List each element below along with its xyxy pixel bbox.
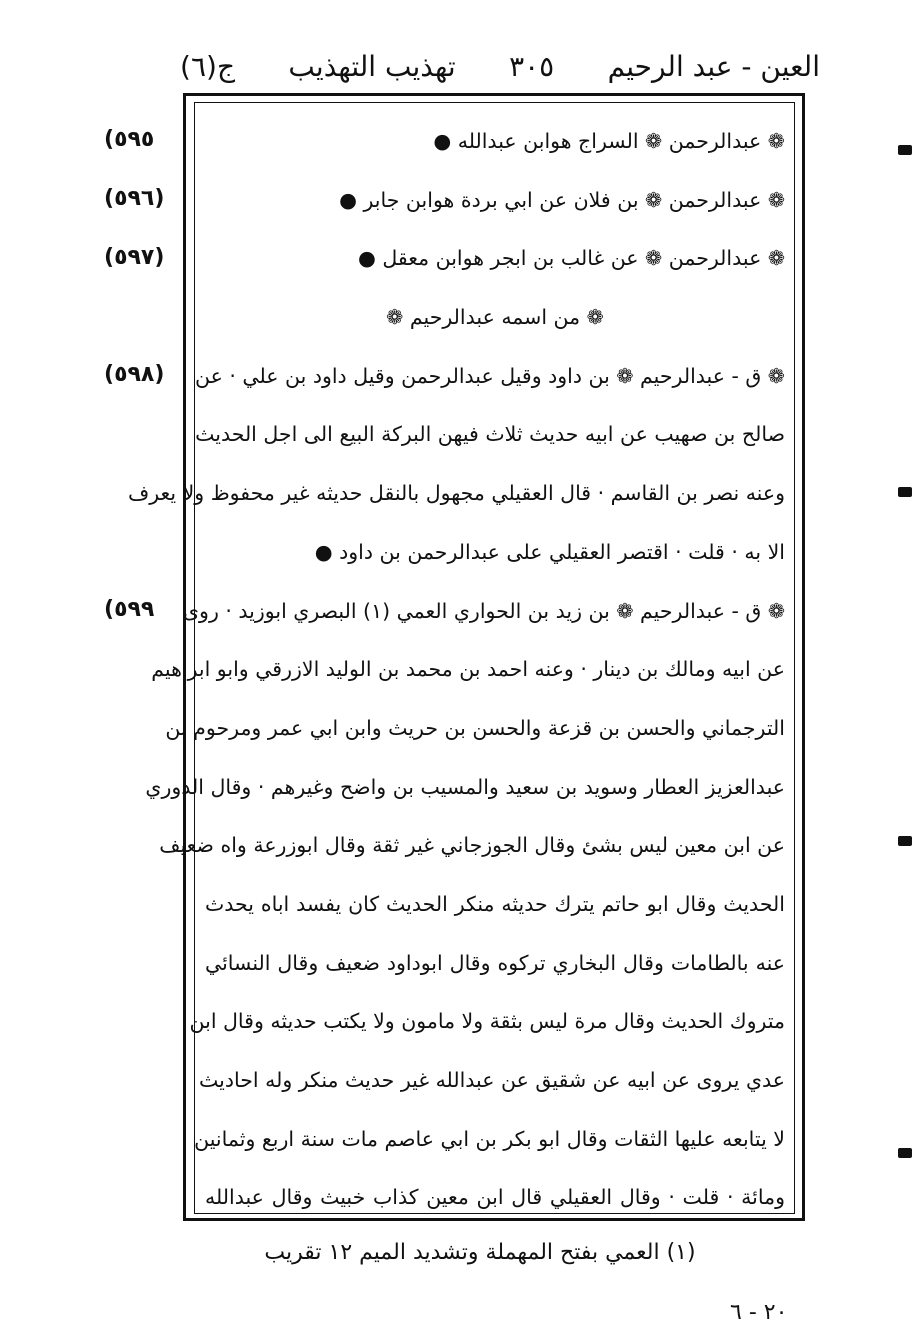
header-book-title: تهذيب التهذيب: [288, 49, 456, 83]
text-line: متروك الحديث وقال مرة ليس بثقة ولا مامون ولا يكتب حديثه وقال ابن: [189, 1009, 785, 1034]
margin-tab-mark: [898, 836, 912, 846]
running-header: [180, 40, 820, 92]
text-line: ❁ عبدالرحمن ❁ عن غالب بن ابجر هوابن معقل ●: [357, 246, 785, 271]
margin-tab-mark: [898, 487, 912, 497]
header-page-number: ٣٠٥: [509, 49, 555, 83]
text-line: ❁ ق - عبدالرحيم ❁ بن زيد بن الحواري العمي (١) البصري ابوزيد · روى: [183, 598, 785, 623]
text-line: صالح بن صهيب عن ابيه حديث ثلاث فيهن البركة البيع الى اجل الحديث: [195, 422, 785, 447]
text-line: الا به · قلت · اقتصر العقيلي على عبدالرحمن بن داود ●: [314, 539, 785, 564]
text-line: ومائة · قلت · وقال العقيلي قال ابن معين كذاب خبيث وقال عبدالله: [205, 1185, 785, 1210]
entry-number: (٥٩٥: [104, 127, 155, 152]
footnote: (١) العمي بفتح المهملة وتشديد الميم ١٢ تقريب: [264, 1240, 696, 1265]
signature-mark: ٢٠ - ٦: [730, 1300, 788, 1325]
entry-number: (٥٩٨): [104, 362, 165, 387]
header-volume: ج(٦): [180, 49, 236, 83]
text-line: لا يتابعه عليها الثقات وقال ابو بكر بن ابي عاصم مات سنة اربع وثمانين: [194, 1126, 785, 1151]
entry-number: (٥٩٩: [104, 597, 155, 622]
text-line: ❁ عبدالرحمن ❁ السراج هوابن عبدالله ●: [433, 129, 785, 153]
header-section: العين - عبد الرحيم: [607, 49, 820, 83]
entry-number: (٥٩٦): [104, 186, 165, 211]
text-line: وعنه نصر بن القاسم · قال العقيلي مجهول بالنقل حديثه غير محفوظ ولا يعرف: [127, 481, 785, 506]
text-line: الترجماني والحسن بن قزعة والحسن بن حريث وابن ابي عمر ومرحوم بن: [165, 715, 785, 740]
entry-number: (٥٩٧): [104, 245, 165, 270]
text-line: عبدالعزيز العطار وسويد بن سعيد والمسيب بن واضح وغيرهم · وقال الدوري: [145, 774, 785, 799]
text-line: ❁ عبدالرحمن ❁ بن فلان عن ابي بردة هوابن جابر ●: [339, 187, 785, 212]
text-line: عن ابيه ومالك بن دينار · وعنه احمد بن محمد بن الوليد الازرقي وابو ابراهيم: [151, 657, 785, 682]
text-line: عدي يروى عن ابيه عن شقيق عن عبدالله غير حديث منكر وله احاديث: [198, 1068, 785, 1092]
text-line: ❁ ق - عبدالرحيم ❁ بن داود وقيل عبدالرحمن وقيل داود بن علي · عن: [195, 363, 785, 388]
margin-tab-mark: [898, 145, 912, 155]
text-line: عنه بالطامات وقال البخاري تركوه وقال ابوداود ضعيف وقال النسائي: [205, 950, 785, 975]
margin-tab-mark: [898, 1148, 912, 1158]
text-line: عن ابن معين ليس بشئ وقال الجوزجاني غير ثقة وقال ابوزرعة واه ضعيف: [159, 833, 785, 858]
section-heading: ❁ من اسمه عبدالرحيم ❁: [386, 305, 604, 330]
text-line: الحديث وقال ابو حاتم يترك حديثه منكر الحديث كان يفسد اباه يحدث: [205, 891, 785, 916]
